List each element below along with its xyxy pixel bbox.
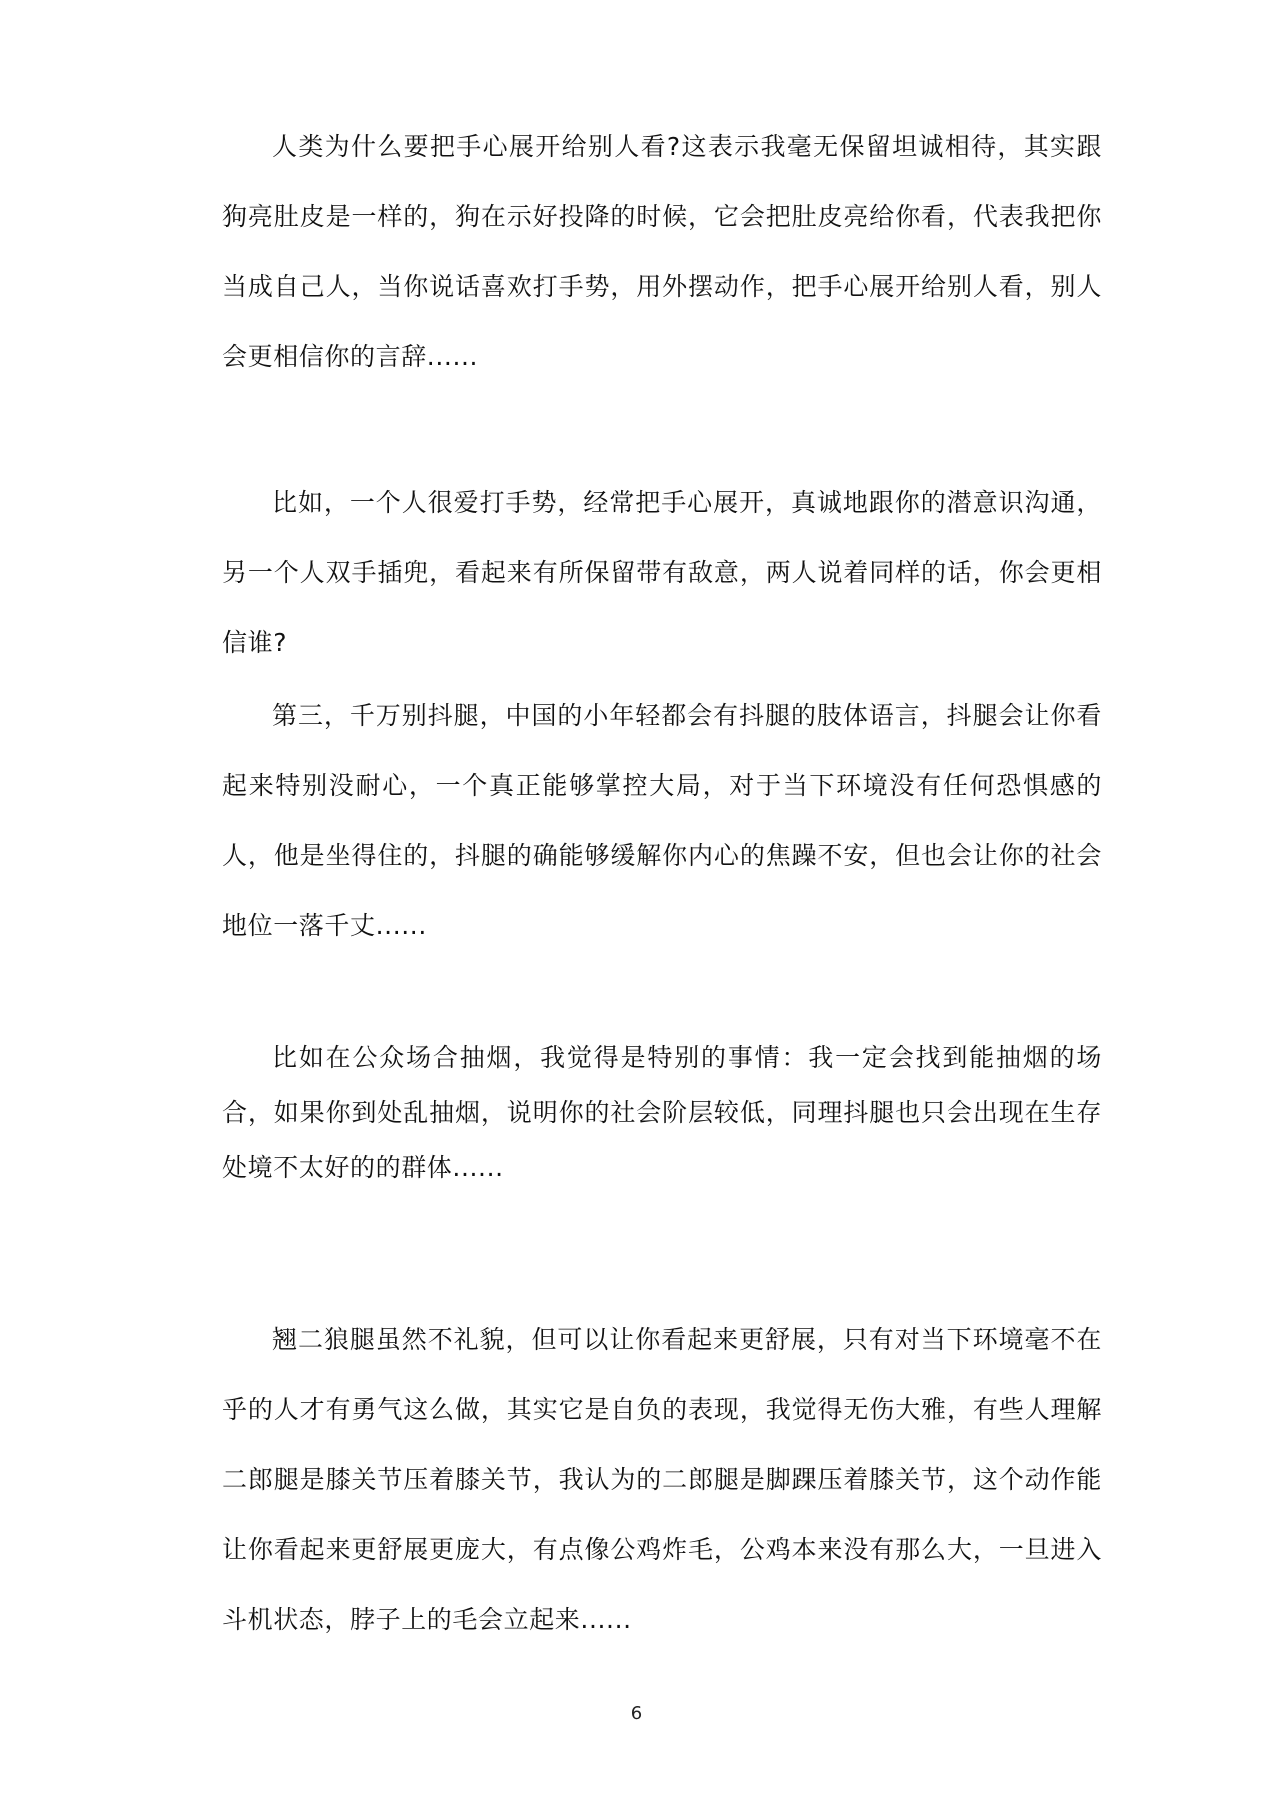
- paragraph-hand-gestures-example: 比如，一个人很爱打手势，经常把手心展开，真诚地跟你的潜意识沟通，另一个人双手插兜，看起来有所保留带有敌意，两人说着同样的话，你会更相信谁?: [222, 488, 1102, 657]
- paragraph-crossed-legs: 翘二狼腿虽然不礼貌，但可以让你看起来更舒展，只有对当下环境毫不在乎的人才有勇气这么做，其实它是自负的表现，我觉得无伤大雅，有些人理解二郎腿是膝关节压着膝关节，我认为的二郎腿是脚踝压着膝关节，这个动作能让你看起来更舒展更庞大，有点像公鸡炸毛，公鸡本来没有那么大，一旦进入斗机状态，脖子上的毛会立起来......: [222, 1325, 1102, 1634]
- paragraph-smoking-example: 比如在公众场合抽烟，我觉得是特别的事情：我一定会找到能抽烟的场合，如果你到处乱抽烟，说明你的社会阶层较低，同理抖腿也只会出现在生存处境不太好的的群体......: [222, 1043, 1102, 1182]
- paragraph-palm-open: 人类为什么要把手心展开给别人看?这表示我毫无保留坦诚相待，其实跟狗亮肚皮是一样的，狗在示好投降的时候，它会把肚皮亮给你看，代表我把你当成自己人，当你说话喜欢打手势，用外摆动作，把手心展开给别人看，别人会更相信你的言辞......: [222, 132, 1102, 371]
- paragraph-leg-shaking: 第三，千万别抖腿，中国的小年轻都会有抖腿的肢体语言，抖腿会让你看起来特别没耐心，一个真正能够掌控大局，对于当下环境没有任何恐惧感的人，他是坐得住的，抖腿的确能够缓解你内心的焦躁不安，但也会让你的社会地位一落千丈......: [222, 701, 1102, 940]
- page-number: 6: [630, 1703, 643, 1724]
